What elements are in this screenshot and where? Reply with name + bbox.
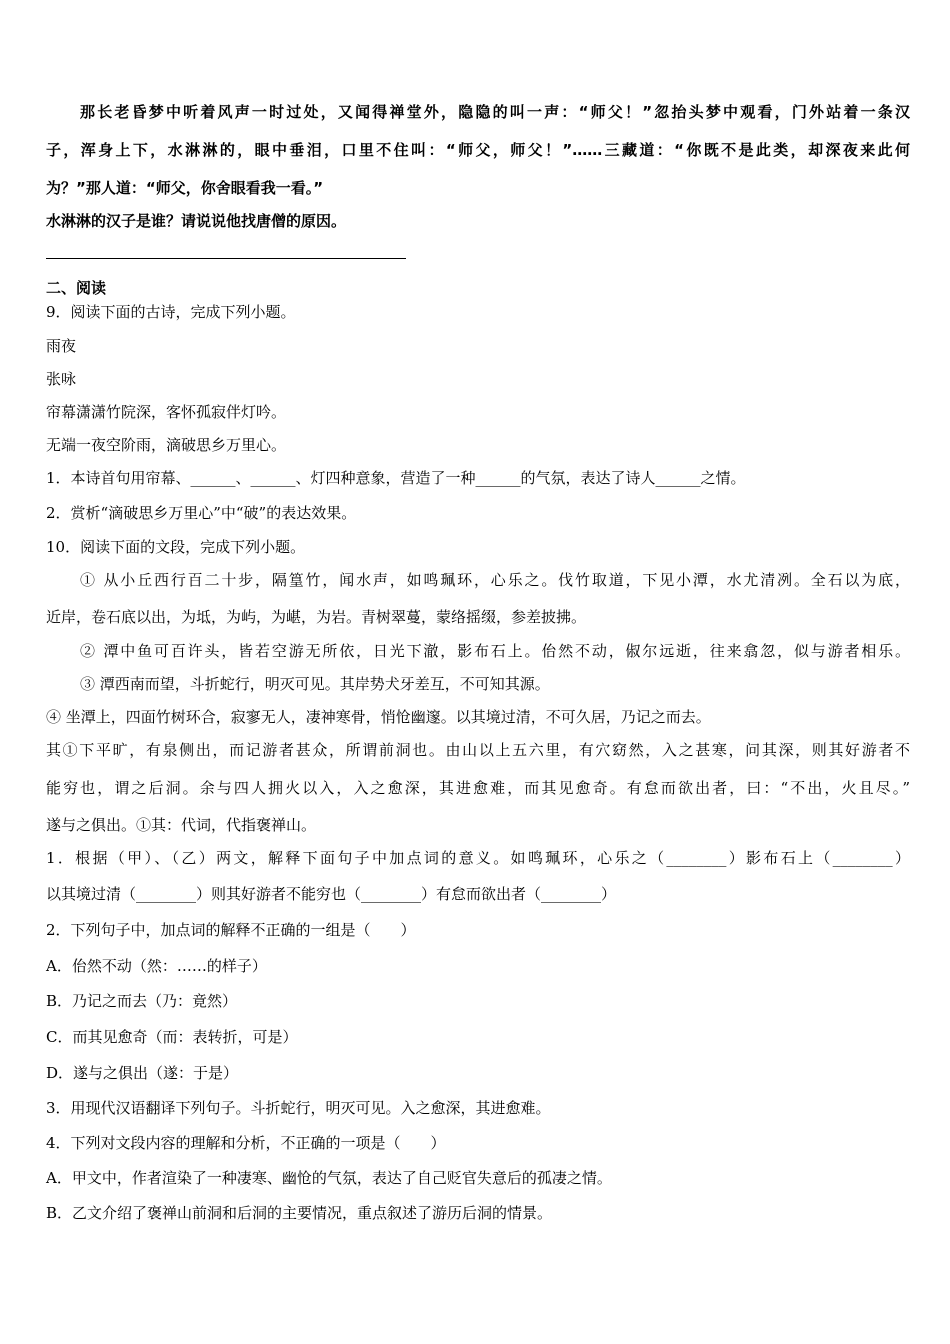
passage-question: 水淋淋的汉子是谁？请说说他找唐僧的原因。: [46, 212, 347, 230]
q10-para-4: ④ 坐潭上，四面竹树环合，寂寥无人，凄神寒骨，悄怆幽邃。以其境过清，不可久居，乃记之而去。: [46, 708, 711, 726]
q9-intro: 9．阅读下面的古诗，完成下列小题。: [46, 303, 296, 321]
q10-sub-1a: 1．根据（甲）、（乙）两文，解释下面句子中加点词的意义。如鸣珮环，心乐之（________）影布石上（________）: [46, 849, 910, 867]
passage-line-2: 子，浑身上下，水淋淋的，眼中垂泪，口里不住叫：“师父，师父！”……三藏道：“你既不是此类，却深夜来此何: [46, 141, 910, 159]
poem-title: 雨夜: [46, 337, 77, 355]
q10-para-5a: 其①下平旷，有泉侧出，而记游者甚众，所谓前洞也。由山以上五六里，有穴窈然，入之甚寒，问其深，则其好游者不: [46, 741, 910, 759]
q10-sub-2-option-b: B．乃记之而去（乃：竟然）: [46, 992, 238, 1010]
q10-para-3: ③ 潭西南而望，斗折蛇行，明灭可见。其岸势犬牙差互，不可知其源。: [80, 675, 550, 693]
q10-sub-2-option-c: C．而其见愈奇（而：表转折，可是）: [46, 1028, 298, 1046]
poem-line-2: 无端一夜空阶雨，滴破思乡万里心。: [46, 436, 287, 454]
q9-sub-1: 1．本诗首句用帘幕、______、______、灯四种意象，营造了一种______的气氛，表达了诗人______之情。: [46, 469, 746, 487]
q10-sub-3: 3．用现代汉语翻译下列句子。斗折蛇行，明灭可见。入之愈深，其进愈难。: [46, 1099, 551, 1117]
poem-line-1: 帘幕潇潇竹院深，客怀孤寂伴灯吟。: [46, 403, 287, 421]
q10-para-5c: 遂与之俱出。①其：代词，代指褒禅山。: [46, 816, 317, 834]
q10-para-2: ② 潭中鱼可百许头，皆若空游无所依，日光下澈，影布石上。佁然不动，俶尔远逝，往来翕忽，似与游者相乐。: [80, 642, 910, 660]
q10-intro: 10．阅读下面的文段，完成下列小题。: [46, 538, 306, 556]
q10-sub-4: 4．下列对文段内容的理解和分析，不正确的一项是（ ）: [46, 1134, 446, 1152]
q10-sub-2: 2．下列句子中，加点词的解释不正确的一组是（ ）: [46, 921, 416, 939]
q10-sub-4-option-a: A．甲文中，作者渲染了一种凄寒、幽怆的气氛，表达了自己贬官失意后的孤凄之情。: [46, 1169, 612, 1187]
q9-sub-2: 2．赏析“滴破思乡万里心”中“破”的表达效果。: [46, 504, 357, 522]
q10-para-1a: ① 从小丘西行百二十步，隔篁竹，闻水声，如鸣珮环，心乐之。伐竹取道，下见小潭，水尤清冽。全石以为底，: [80, 571, 910, 589]
passage-line-1: 那长老昏梦中听着风声一时过处，又闻得禅堂外，隐隐的叫一声：“师父！”忽抬头梦中观看，门外站着一条汉: [80, 103, 910, 121]
q10-sub-1b: 以其境过清（________）则其好游者不能穷也（________）有怠而欲出者（________）: [46, 885, 617, 903]
q10-sub-2-option-a: A．佁然不动（然：……的样子）: [46, 957, 267, 975]
q10-sub-2-option-d: D．遂与之俱出（遂：于是）: [46, 1064, 239, 1082]
section-heading: 二、阅读: [46, 279, 107, 297]
poem-author: 张咏: [46, 370, 77, 388]
q10-para-1b: 近岸，卷石底以出，为坻，为屿，为嵁，为岩。青树翠蔓，蒙络摇缀，参差披拂。: [46, 608, 587, 626]
q10-sub-4-option-b: B．乙文介绍了褒禅山前洞和后洞的主要情况，重点叙述了游历后洞的情景。: [46, 1204, 553, 1222]
q10-para-5b: 能穷也，谓之后洞。余与四人拥火以入，入之愈深，其进愈难，而其见愈奇。有怠而欲出者，曰：“不出，火且尽。”: [46, 779, 910, 797]
answer-line: [46, 258, 406, 259]
passage-line-3: 为？”那人道：“师父，你舍眼看我一看。”: [46, 179, 324, 197]
